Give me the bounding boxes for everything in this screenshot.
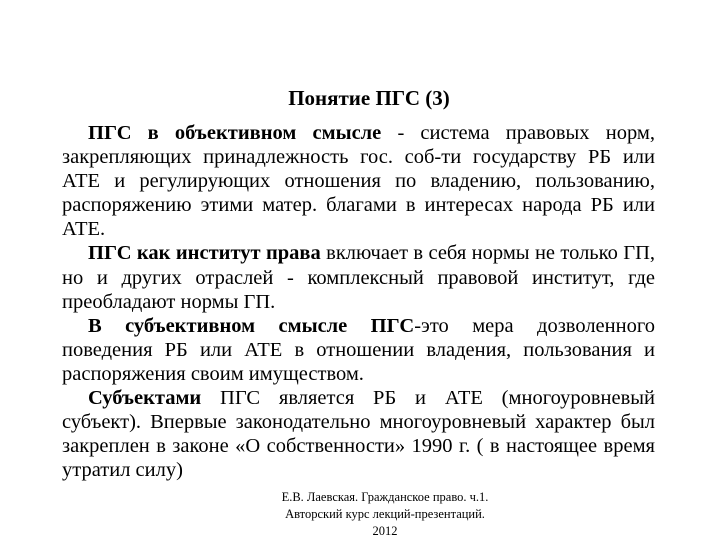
slide-title: Понятие ПГС (3)	[288, 86, 450, 110]
definition-legal-institution: включает в себя нормы не только ГП, но и других отраслей - комплексный правовой институт, где преобладают нормы ГП.	[62, 242, 655, 313]
footer-year: 2012	[372, 524, 398, 538]
footer-author: Е.В. Лаевская. Гражданское право. ч.1.	[281, 490, 489, 504]
term-objective-sense: ПГС в объективном смысле	[88, 122, 382, 144]
footer-course: Авторский курс лекций-презентаций.	[285, 507, 485, 521]
paragraph-objective-sense	[62, 121, 655, 241]
term-legal-institution: ПГС как институт права	[88, 242, 321, 265]
slide-content	[62, 121, 655, 482]
term-subjects: Субъектами	[88, 387, 202, 410]
definition-objective-sense: - система правовых норм, закрепляющих принадлежность гос. соб-ти государству РБ или АТЕ и регулирующих отношения по владению, пользованию, распоряжению этими матер. благами в интересах народа РБ или АТЕ.	[62, 122, 655, 241]
definition-subjective-sense: -это мера дозволенного поведения РБ или АТЕ в отношении владения, пользования и распоряжения своим имуществом.	[62, 314, 655, 385]
paragraph-subjects	[62, 386, 655, 482]
term-subjective-sense: В субъективном смысле ПГС	[88, 314, 415, 337]
paragraph-legal-institution	[62, 241, 655, 313]
definition-subjects: ПГС является РБ и АТЕ (многоуровневый субъект). Впервые законодательно многоуровневый характер был закреплен в законе «О собственности» 1990 г. ( в настоящее время утратил силу)	[62, 387, 655, 482]
slide-footer	[0, 489, 720, 540]
paragraph-subjective-sense	[62, 314, 655, 386]
